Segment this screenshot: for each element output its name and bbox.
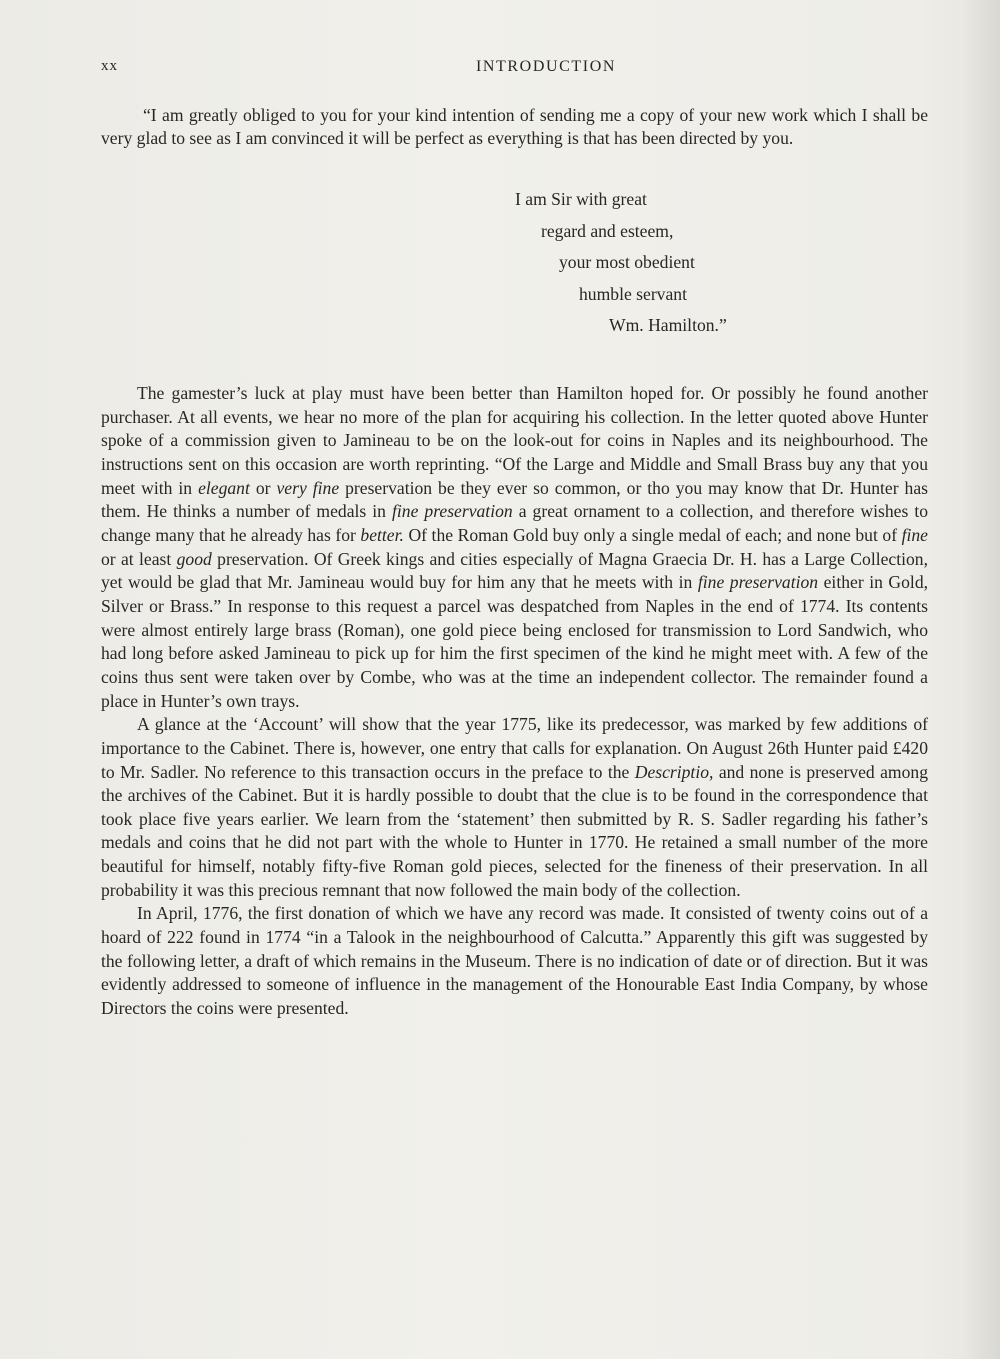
closing-line-3: your most obedient xyxy=(559,252,695,273)
quote-paragraph: “I am greatly obliged to you for your kind intention of sending me a copy of your new work which I shall be very glad to see as I am convinced it will be perfect as everything is that has been directed by you. xyxy=(101,105,928,149)
paragraph-1: The gamester’s luck at play must have been better than Hamilton hoped for. Or possibly he found another purchaser. At all events, we hear no more of the plan for acquiring his collection. In the letter quoted above Hunter spoke of a commission given to Jamineau to be on the look-out for coins in Naples and its neighbourhood. The instructions sent on this occasion are worth reprinting. “Of the Large and Middle and Small Brass buy any that you meet with in elegant or very fine preservation be they ever so common, or tho you may know that Dr. Hunter has them. He thinks a number of medals in fine preservation a great ornament to a collection, and therefore wishes to change many that he already has for better. Of the Roman Gold buy only a single medal of each; and none but of fine or at least good preservation. Of Greek kings and cities especially of Magna Graecia Dr. H. has a Large Collection, yet would be glad that Mr. Jamineau would buy for him any that he meets with in fine preservation either in Gold, Silver or Brass.” In response to this request a parcel was despatched from Naples in the end of 1774. Its contents were almost entirely large brass (Roman), one gold piece being enclosed for transmission to Lord Sandwich, who had long before asked Jamineau to pick up for him the first specimen of the kind he might meet with. A few of the coins thus sent were taken over by Combe, who was at the time an independent collector. The remainder found a place in Hunter’s own trays. xyxy=(101,383,929,711)
paragraph-2: A glance at the ‘Account’ will show that the year 1775, like its predecessor, was marked by few additions of importance to the Cabinet. There is, however, one entry that calls for explanation. On August 26th Hunter paid £420 to Mr. Sadler. No reference to this transaction occurs in the preface to the Descriptio, and none is preserved among the archives of the Cabinet. But it is hardly possible to doubt that the clue is to be found in the correspondence that took place five years earlier. We learn from the ‘statement’ then submitted by R. S. Sadler regarding his father’s medals and coins that he did not part with the whole to Hunter in 1770. He retained a small number of the more beautiful for himself, notably fifty-five Roman gold pieces, selected for the fineness of their preservation. In all probability it was this precious remnant that now followed the main body of the collection. xyxy=(101,714,928,900)
paragraph-3: In April, 1776, the first donation of which we have any record was made. It consisted of twenty coins out of a hoard of 222 found in 1774 “in a Talook in the neighbourhood of Calcutta.” Apparently this gift was suggested by the following letter, a draft of which remains in the Museum. There is no indication of date or of direction. But it was evidently addressed to someone of influence in the management of the Honourable East India Company, by whose Directors the coins were presented. xyxy=(101,903,928,1019)
closing-signature: Wm. Hamilton.” xyxy=(609,315,727,336)
closing-line-1: I am Sir with great xyxy=(515,189,647,209)
page-number: xx xyxy=(101,58,118,74)
closing-line-2: regard and esteem, xyxy=(541,220,674,241)
page-header xyxy=(101,58,931,86)
closing-line-4: humble servant xyxy=(579,283,687,304)
letter-closing xyxy=(101,184,928,342)
body-text xyxy=(101,382,928,1021)
letter-quote xyxy=(101,104,928,151)
running-head: INTRODUCTION xyxy=(475,58,617,75)
page-edge-shadow xyxy=(962,0,1000,1359)
